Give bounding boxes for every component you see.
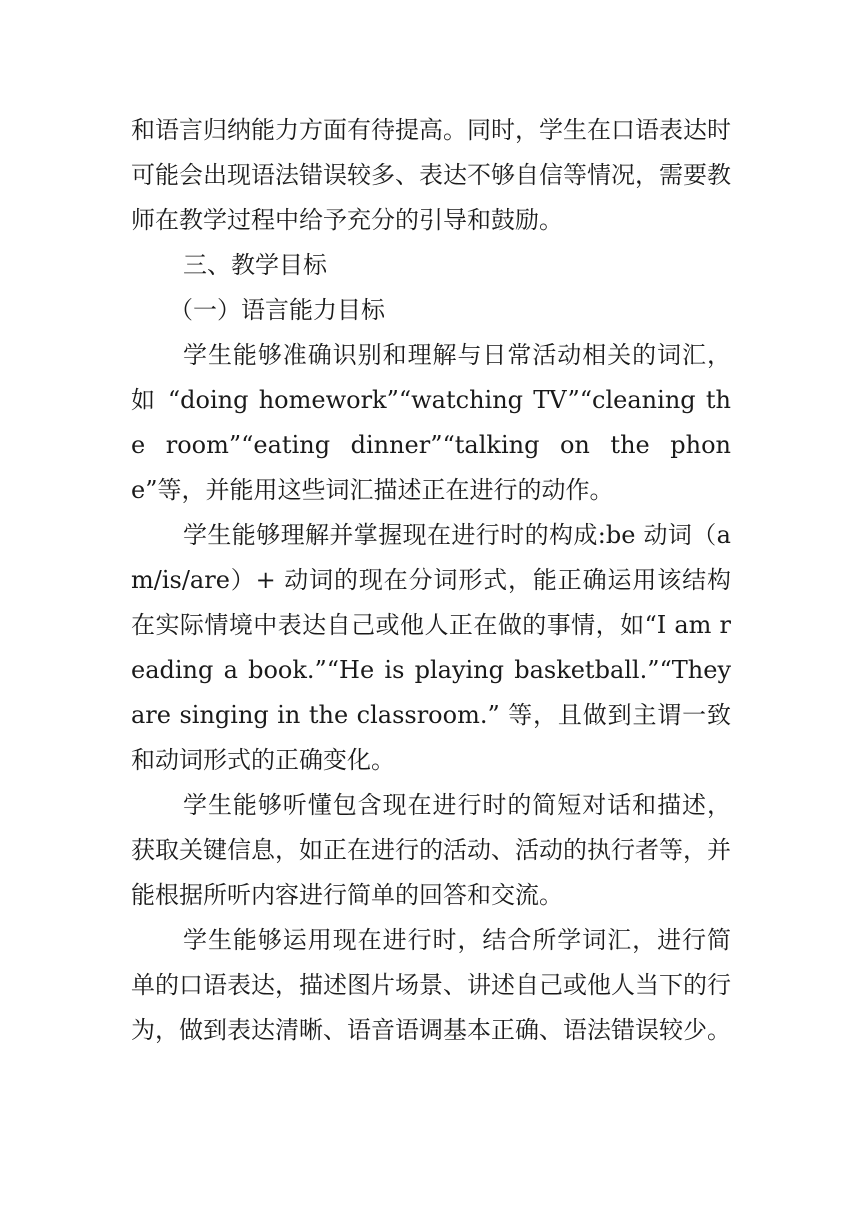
document-body xyxy=(131,108,731,1053)
paragraph-listening: 学生能够听懂包含现在进行时的简短对话和描述，获取关键信息，如正在进行的活动、活动的执行者等，并能根据所听内容进行简单的回答和交流。 xyxy=(131,791,731,909)
paragraph-grammar: 学生能够理解并掌握现在进行时的构成:be 动词（am/is/are）+ 动词的现在分词形式，能正确运用该结构在实际情境中表达自己或他人正在做的事情，如“I am reading a book.”“He is playing basketball.”“They are singing in the classroom.” 等，且做到主谓一致和动词形式的正确变化。 xyxy=(131,521,731,774)
subsection-heading: （一）语言能力目标 xyxy=(169,296,385,324)
section-heading: 三、教学目标 xyxy=(183,251,327,279)
paragraph-continued: 和语言归纳能力方面有待提高。同时，学生在口语表达时可能会出现语法错误较多、表达不够自信等情况，需要教师在教学过程中给予充分的引导和鼓励。 xyxy=(131,116,731,234)
paragraph-speaking: 学生能够运用现在进行时，结合所学词汇，进行简单的口语表达，描述图片场景、讲述自己或他人当下的行为，做到表达清晰、语音语调基本正确、语法错误较少。 xyxy=(131,926,731,1044)
paragraph-vocabulary: 学生能够准确识别和理解与日常活动相关的词汇，如 “doing homework”“watching TV”“cleaning the room”“eating dinner”“talking on the phone”等，并能用这些词汇描述正在进行的动作。 xyxy=(131,341,731,504)
